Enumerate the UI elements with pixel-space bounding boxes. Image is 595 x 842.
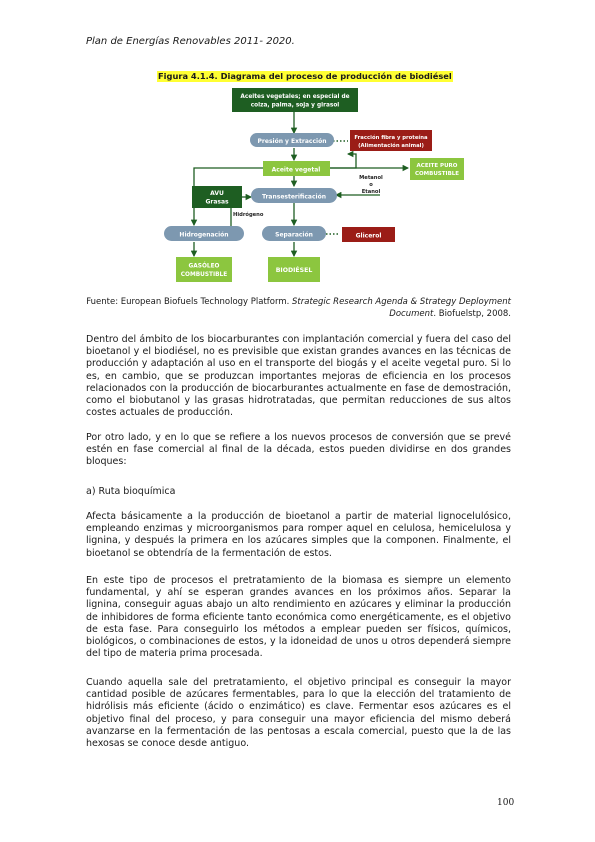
svg-text:Transesterificación: Transesterificación [262,193,326,201]
svg-text:Hidrogenación: Hidrogenación [179,231,229,239]
svg-text:Separación: Separación [275,231,313,239]
svg-text:BIODIÉSEL: BIODIÉSEL [275,267,313,274]
svg-text:Aceite vegetal: Aceite vegetal [271,166,321,174]
svg-text:ACEITE PURO: ACEITE PURO [416,163,458,169]
node-separacion [262,226,326,241]
node-gasoleo-combustible [176,257,232,282]
svg-text:Grasas: Grasas [205,198,229,206]
paragraph-5: Cuando aquella sale del pretratamiento, el objetivo principal es conseguir la mayor cantidad posible de azúcares fermentables, para lo que la elección del tratamiento de hidrólisis más eficiente (ácido o enzimático) es clave. Fermentar esos azúcares es el objetivo final del proceso, y para conseguir una mayor eficiencia del mismo deberá avanzarse en la fermentación de las pentosas a escala comercial, puesto que la de las hexosas se conoce desde antiguo. [86,677,511,750]
paragraph-4: En este tipo de procesos el pretratamiento de la biomasa es siempre un elemento fundamental, y ahí se esperan grandes avances en los próximos años. Separar la lignina, conseguir aguas abajo un alto rendimiento en azúcares y eliminar la producción de inhibidores de forma eficiente tanto económica como energéticamente, es el objetivo de esta fase. Para conseguirlo los métodos a emplear pueden ser físicos, químicos, biológicos, o combinaciones de estos, y la idoneidad de unos u otros dependerá siempre del tipo de materia prima procesada. [86,575,511,660]
svg-text:Presión y Extracción: Presión y Extracción [257,138,327,145]
svg-text:Hidrógeno: Hidrógeno [233,212,264,218]
svg-text:colza, palma, soja y girasol: colza, palma, soja y girasol [250,102,340,109]
svg-text:AVU: AVU [210,190,224,197]
node-aceite-puro-combustible [410,158,464,180]
biodiesel-process-diagram [150,85,480,295]
source-suffix: . Biofuelstp, 2008. [433,308,511,319]
svg-text:Glicerol: Glicerol [355,232,382,240]
svg-text:(Alimentación animal): (Alimentación animal) [358,143,424,149]
svg-text:GASÓLEO: GASÓLEO [188,263,220,270]
source-prefix: Fuente: European Biofuels Technology Platform. [86,297,293,307]
svg-text:COMBUSTIBLE: COMBUSTIBLE [180,272,228,278]
node-avu-grasas [192,186,242,208]
svg-text:Metanol: Metanol [359,175,383,181]
node-presion-extraccion [250,133,334,147]
node-transesterificacion [251,188,337,203]
figure-source [86,297,511,320]
dotted-connectors [326,141,348,234]
running-header: Plan de Energías Renovables 2011- 2020. [86,36,295,47]
svg-text:COMBUSTIBLE: COMBUSTIBLE [414,171,460,177]
label-hidrogeno [233,211,264,218]
paragraph-1: Dentro del ámbito de los biocarburantes con implantación comercial y fuera del caso del bioetanol y el biodiésel, no es previsible que existan grandes avances en las técnicas de producción y adaptación al uso en el transporte del biogás y el aceite vegetal puro. Si lo es, en cambio, que se produzcan importantes mejoras de eficiencia en los procesos relacionados con la producción de biocarburantes actualmente en fase de demostración, como el biobutanol y las grasas hidrotratadas, que permitan reducciones de sus altos costes actuales de producción. [86,334,511,419]
svg-text:Aceites vegetales; en especial: Aceites vegetales; en especial de [240,94,350,100]
node-glicerol [342,227,395,242]
node-aceites-vegetales [232,88,358,112]
figure-title: Figura 4.1.4. Diagrama del proceso de producción de biodiésel [158,71,452,81]
page-number: 100 [497,798,515,808]
node-biodiesel [268,257,320,282]
svg-text:Etanol: Etanol [361,189,381,195]
svg-text:Fracción fibra y proteína: Fracción fibra y proteína [354,135,428,141]
section-heading-ruta-bioquimica: a) Ruta bioquímica [86,486,176,497]
source-document-title: Strategic Research Agenda & Strategy Deployment Document [292,297,511,319]
node-aceite-vegetal [263,161,330,176]
paragraph-2: Por otro lado, y en lo que se refiere a los nuevos procesos de conversión que se prevé estén en fase comercial al final de la década, estos pueden dividirse en dos grandes bloques: [86,432,511,468]
node-fraccion-fibra [350,130,432,151]
label-metanol-etanol [359,175,383,195]
paragraph-3: Afecta básicamente a la producción de bioetanol a partir de material lignocelulósico, empleando enzimas y microorganismos para romper aquel en celulosa, hemicelulosa y lignina, y después la primera en los azúcares simples que la componen. Finalmente, el bioetanol se obtendría de la fermentación de estos. [86,511,511,559]
node-hidrogenacion [164,226,244,241]
svg-text:o: o [369,182,373,188]
